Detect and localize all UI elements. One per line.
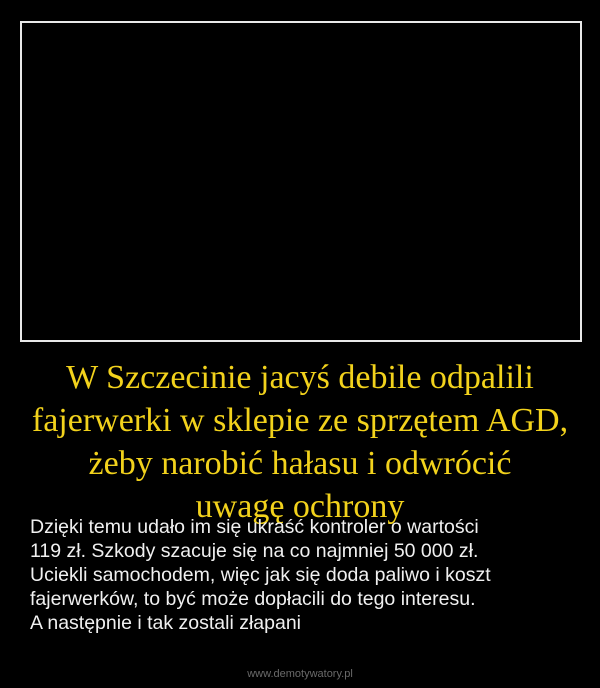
poster-description (30, 515, 590, 635)
title-line: żeby narobić hałasu i odwrócić (88, 445, 512, 482)
body-line: A następnie i tak zostali złapani (30, 612, 302, 634)
title-line: W Szczecinie jacyś debile odpalili (66, 359, 534, 396)
title-line: fajerwerki w sklepie ze sprzętem AGD, (31, 402, 569, 439)
body-line: Dzięki temu udało im się ukraść kontroler o wartości (30, 516, 479, 538)
body-line: 119 zł. Szkody szacuje się na co najmniej 50 000 zł. (30, 540, 479, 562)
body-line: Uciekli samochodem, więc jak się doda paliwo i koszt (30, 564, 491, 586)
image-frame (20, 21, 582, 342)
poster-title (0, 356, 600, 528)
title-line: uwagę ochrony (195, 488, 405, 525)
watermark: www.demotywatory.pl (247, 668, 353, 680)
body-line: fajerwerków, to być może dopłacili do tego interesu. (30, 588, 476, 610)
